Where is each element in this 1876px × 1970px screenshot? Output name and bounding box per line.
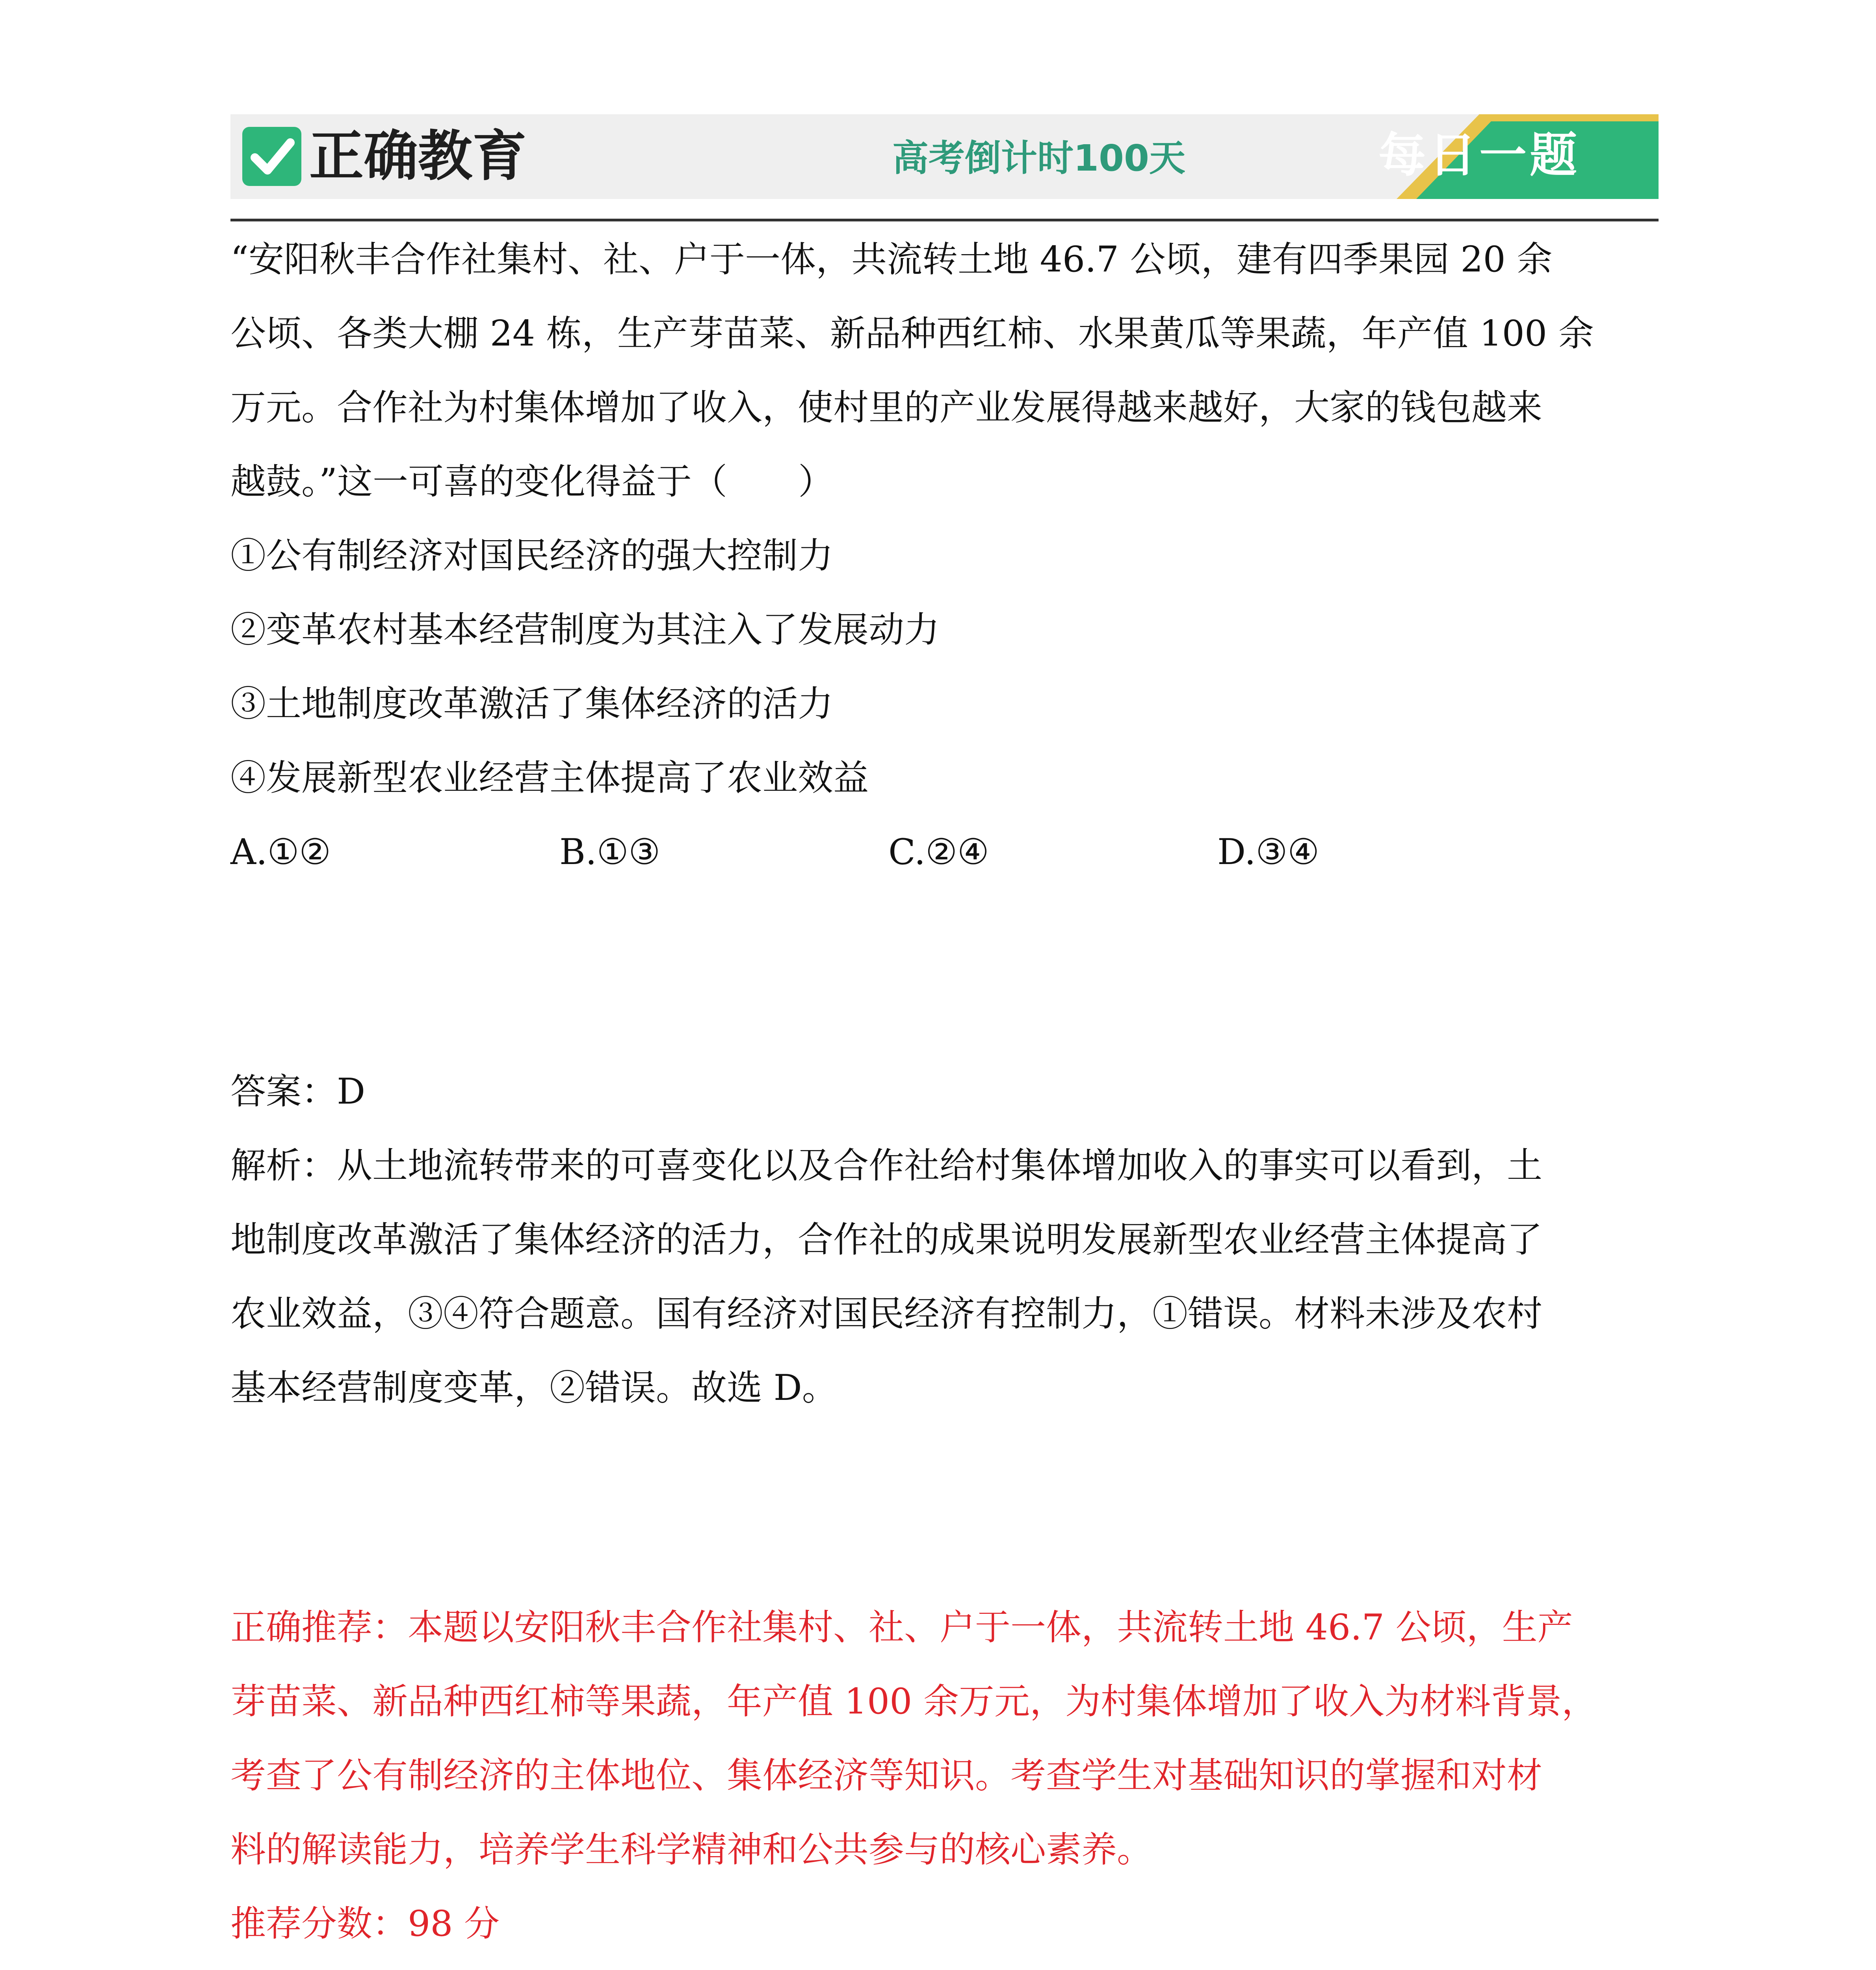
question-stem [230,223,1659,519]
stem-line: “安阳秋丰合作社集村、社、户于一体，共流转土地 46.7 公顷，建有四季果园 20 余 [230,239,1553,280]
option-c: C.②④ [888,831,989,873]
logo-badge [242,127,301,186]
spacer [230,1425,1659,1591]
recommendation-line: 料的解读能力，培养学生科学精神和公共参与的核心素养。 [230,1829,1152,1870]
recommendation-line: 正确推荐：本题以安阳秋丰合作社集村、社、户于一体，共流转土地 46.7 公顷，生产 [230,1607,1573,1648]
answer-section [230,1055,1659,1425]
stem-line: 公顷、各类大棚 24 栋，生产芽苗菜、新品种西红柿、水果黄瓜等果蔬，年产值 100 余 [230,313,1594,354]
statement-item: ④发展新型农业经营主体提高了农业效益 [230,757,869,799]
recommendation-section [230,1591,1659,1961]
answer-options [230,815,1659,889]
analysis-line: 基本经营制度变革，②错误。故选 D。 [230,1367,838,1409]
option-d: D.③④ [1217,831,1319,873]
option-b: B.①③ [559,831,661,873]
statement-item: ①公有制经济对国民经济的强大控制力 [230,535,833,576]
logo-text: 正确教育 [309,125,527,188]
statement-list [230,519,1659,815]
option-a: A.①② [230,831,331,873]
recommendation-line: 考查了公有制经济的主体地位、集体经济等知识。考查学生对基础知识的掌握和对材 [230,1755,1542,1796]
stem-line: 越鼓。”这一可喜的变化得益于（ ） [230,461,834,502]
recommendation-score: 推荐分数：98 分 [230,1903,500,1944]
statement-item: ②变革农村基本经营制度为其注入了发展动力 [230,609,940,650]
countdown-text: 高考倒计时100天 [892,137,1186,179]
check-icon [242,127,301,186]
document-body [230,223,1659,1961]
statement-item: ③土地制度改革激活了集体经济的活力 [230,683,833,725]
daily-question-label: 每日一题 [1378,128,1580,183]
recommendation-line: 芽苗菜、新品种西红柿等果蔬，年产值 100 余万元，为村集体增加了收入为材料背景， [230,1681,1597,1722]
header-banner [230,114,1659,199]
answer-label: 答案：D [230,1071,366,1112]
stem-line: 万元。合作社为村集体增加了收入，使村里的产业发展得越来越好，大家的钱包越来 [230,387,1542,428]
spacer [230,889,1659,1055]
analysis-line: 农业效益，③④符合题意。国有经济对国民经济有控制力，①错误。材料未涉及农村 [230,1293,1542,1334]
header-divider [230,219,1659,221]
analysis-line: 解析：从土地流转带来的可喜变化以及合作社给村集体增加收入的事实可以看到，土 [230,1145,1542,1186]
analysis-line: 地制度改革激活了集体经济的活力，合作社的成果说明发展新型农业经营主体提高了 [230,1219,1542,1260]
